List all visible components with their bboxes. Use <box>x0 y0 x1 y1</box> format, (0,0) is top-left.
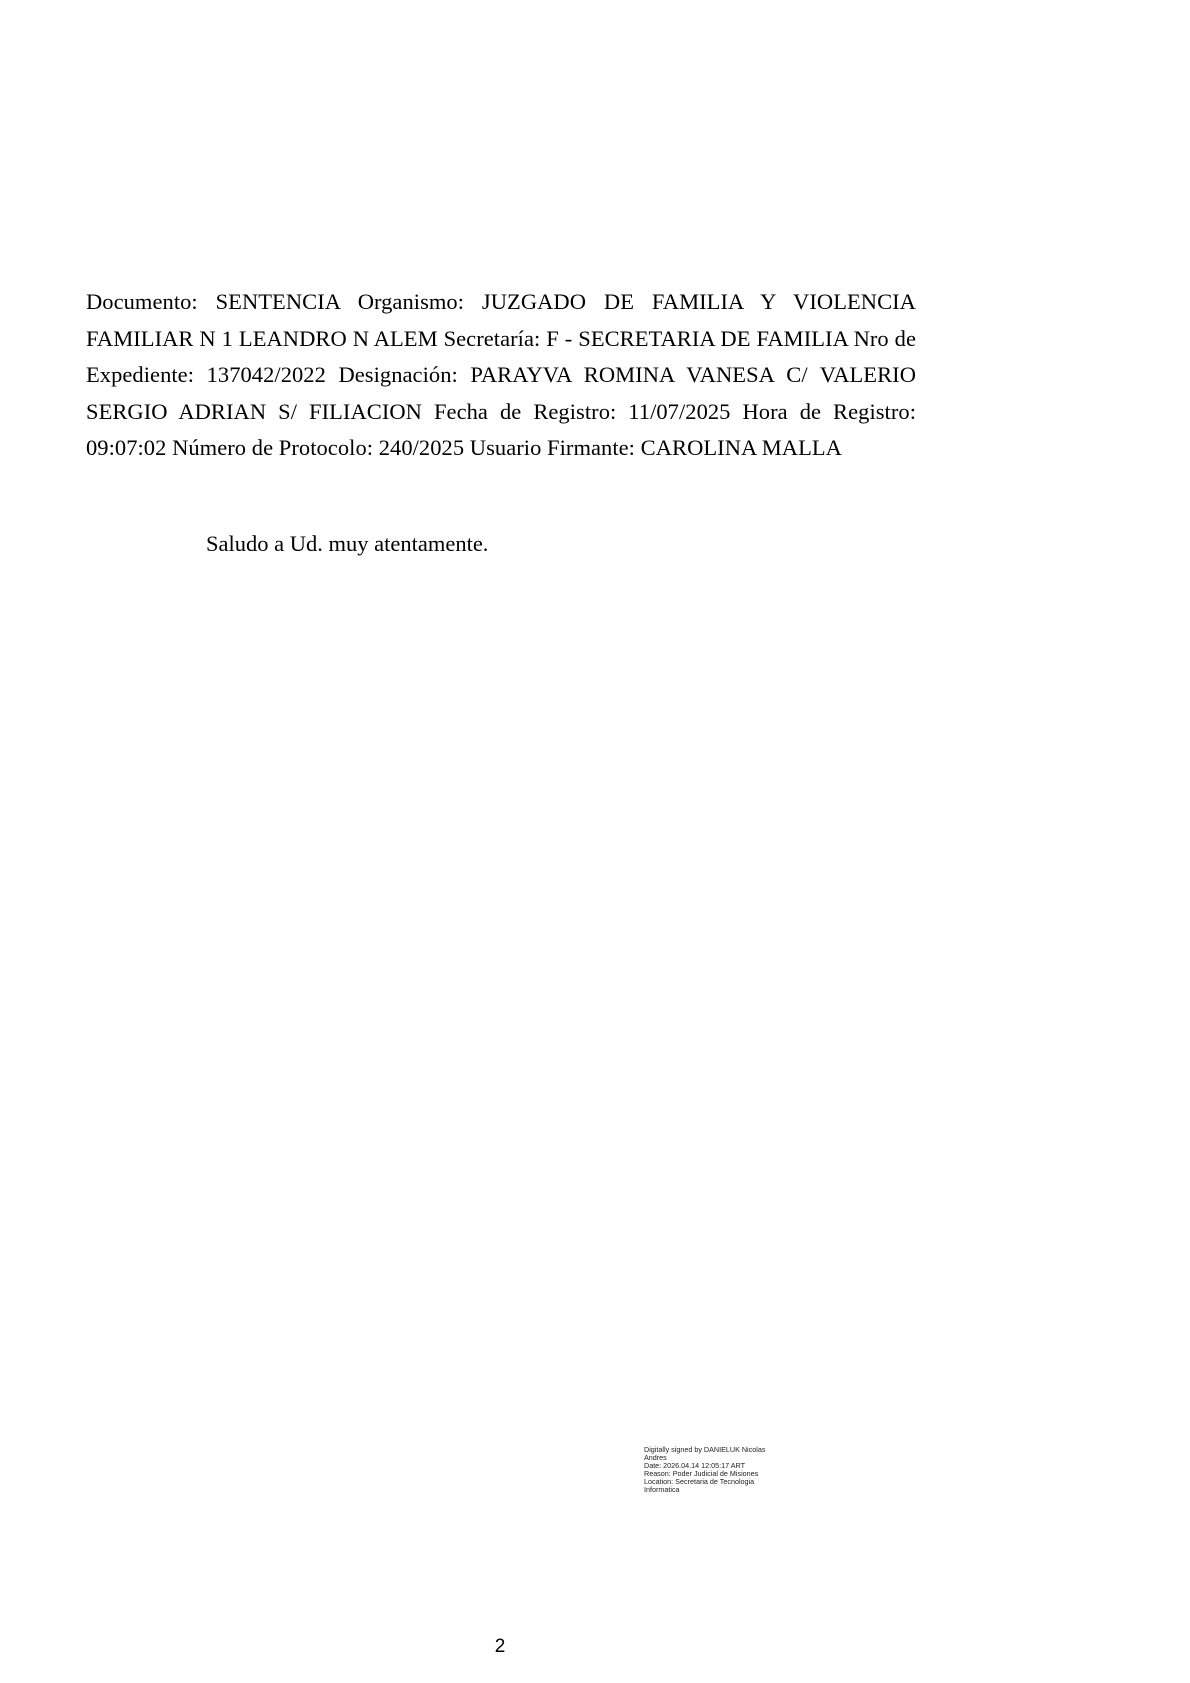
digital-signature-stamp <box>644 1446 794 1495</box>
signature-location-continued: Informatica <box>644 1485 680 1495</box>
signature-date: Date: 2026.04.14 12:05:17 ART <box>644 1461 745 1471</box>
signature-line: Digitally signed by DANIELUK Nicolas <box>644 1445 766 1454</box>
signature-line: Andres <box>644 1453 667 1463</box>
signature-reason: Reason: Poder Judicial de Misiones <box>644 1469 759 1479</box>
closing-salutation: Saludo a Ud. muy atentamente. <box>206 531 489 556</box>
page-number: 2 <box>494 1636 506 1657</box>
signature-location: Location: Secretaria de Tecnologia <box>644 1477 755 1487</box>
document-metadata-paragraph: Documento: SENTENCIA Organismo: JUZGADO DE FAMILIA Y VIOLENCIA FAMILIAR N 1 LEANDRO N ALEM Secretaría: F - SECRETARIA DE FAMILIA Nro de Expediente: 137042/2022 Designación: PARAYVA ROMINA VANESA C/ VALERIO SERGIO ADRIAN S/ FILIACION Fecha de Registro: 11/07/2025 Hora de Registro: 09:07:02 Número de Protocolo: 240/2025 Usuario Firmante: CAROLINA MALLA <box>86 289 916 460</box>
